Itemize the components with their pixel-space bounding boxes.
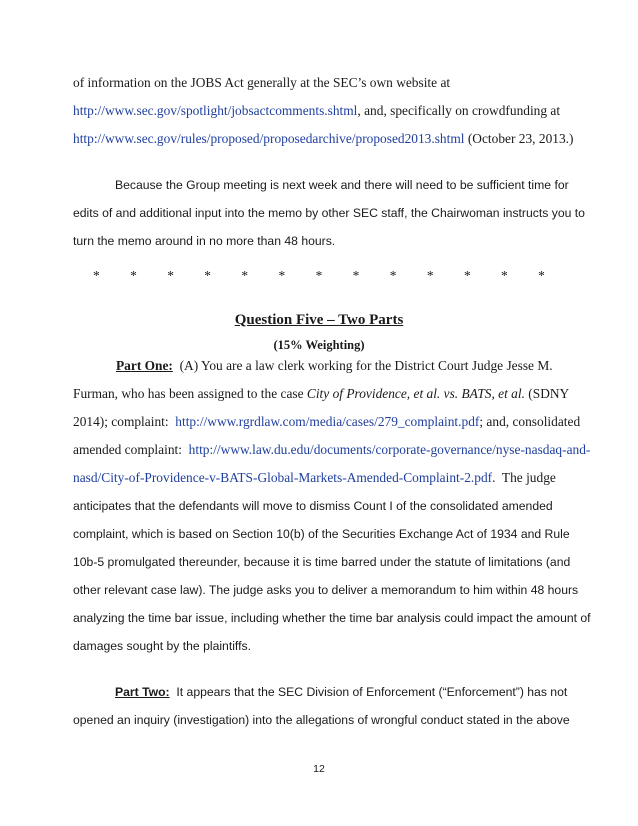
part-one-line4: amended complaint: http://www.law.du.edu/documents/corporate-governance/nyse-nasdaq-and- [73, 442, 591, 457]
part-one-line7: complaint, which is based on Section 10(b) of the Securities Exchange Act of 1934 and Rule [73, 527, 570, 541]
case-name: City of Providence, et al. vs. BATS, et al. [306, 386, 525, 401]
para1-line1: of information on the JOBS Act generally at the SEC’s own website at [73, 75, 451, 90]
question-title: Question Five – Two Parts [234, 312, 404, 328]
part-one-line9: other relevant case law). The judge asks you to deliver a memorandum to him within 48 hours [73, 583, 579, 597]
separator-star: * [278, 268, 286, 283]
part-one-line11: damages sought by the plaintiffs. [73, 639, 251, 653]
part-one-line3: 2014); complaint: http://www.rgrdlaw.com/media/cases/279_complaint.pdf; and, consolidated [73, 414, 581, 429]
part-one-line6: anticipates that the defendants will move to dismiss Count I of the consolidated amended [73, 499, 553, 513]
part-one-label: Part One: [116, 358, 173, 373]
para2-line3: turn the memo around in no more than 48 hours. [73, 234, 336, 248]
amended-complaint-link-cont[interactable]: nasd/City-of-Providence-v-BATS-Global-Markets-Amended-Complaint-2.pdf [73, 470, 493, 485]
part-one-line1: Part One: (A) You are a law clerk working for the District Court Judge Jesse M. [116, 358, 553, 373]
para2-line2: edits of and additional input into the memo by other SEC staff, the Chairwoman instructs you to [73, 206, 585, 220]
section-separator [93, 268, 545, 284]
part-one-line5: nasd/City-of-Providence-v-BATS-Global-Markets-Amended-Complaint-2.pdf. The judge [73, 470, 556, 485]
separator-star: * [426, 268, 434, 283]
part-one-line2: Furman, who has been assigned to the case City of Providence, et al. vs. BATS, et al. (SDNY [73, 386, 570, 401]
separator-star: * [204, 268, 211, 283]
separator-star: * [130, 268, 137, 283]
part-one-line8: 10b-5 promulgated thereunder, because it is time barred under the statute of limitations (and [73, 555, 571, 569]
para1-line3: http://www.sec.gov/rules/proposed/proposedarchive/proposed2013.shtml (October 23, 2013.) [73, 131, 574, 146]
separator-star: * [389, 268, 397, 283]
separator-star: * [501, 268, 508, 283]
part-two-line2: opened an inquiry (investigation) into the allegations of wrongful conduct stated in the above [73, 713, 570, 727]
separator-star: * [352, 268, 360, 283]
amended-complaint-link[interactable]: http://www.law.du.edu/documents/corporate-governance/nyse-nasdaq-and- [188, 442, 591, 457]
separator-star: * [538, 268, 545, 283]
separator-star: * [315, 268, 323, 283]
para1-line2: http://www.sec.gov/spotlight/jobsactcomments.shtml, and, specifically on crowdfunding at [73, 103, 561, 118]
part-two-label: Part Two: [115, 685, 170, 699]
separator-star: * [93, 268, 100, 283]
para2-line1: Because the Group meeting is next week and there will need to be sufficient time for [115, 178, 569, 192]
page-number: 12 [313, 763, 325, 775]
part-two-line1: Part Two: It appears that the SEC Division of Enforcement (“Enforcement”) has not [115, 685, 568, 699]
complaint-link[interactable]: http://www.rgrdlaw.com/media/cases/279_complaint.pdf [175, 414, 480, 429]
separator-star: * [167, 268, 174, 283]
part-one-line10: analyzing the time bar issue, including whether the time bar analysis could impact the amount of [73, 611, 591, 625]
separator-star: * [241, 268, 249, 283]
separator-star: * [463, 268, 471, 283]
question-weighting: (15% Weighting) [273, 338, 365, 352]
proposed-rules-link[interactable]: http://www.sec.gov/rules/proposed/proposedarchive/proposed2013.shtml [73, 131, 465, 146]
jobs-act-link[interactable]: http://www.sec.gov/spotlight/jobsactcomments.shtml [73, 103, 358, 118]
